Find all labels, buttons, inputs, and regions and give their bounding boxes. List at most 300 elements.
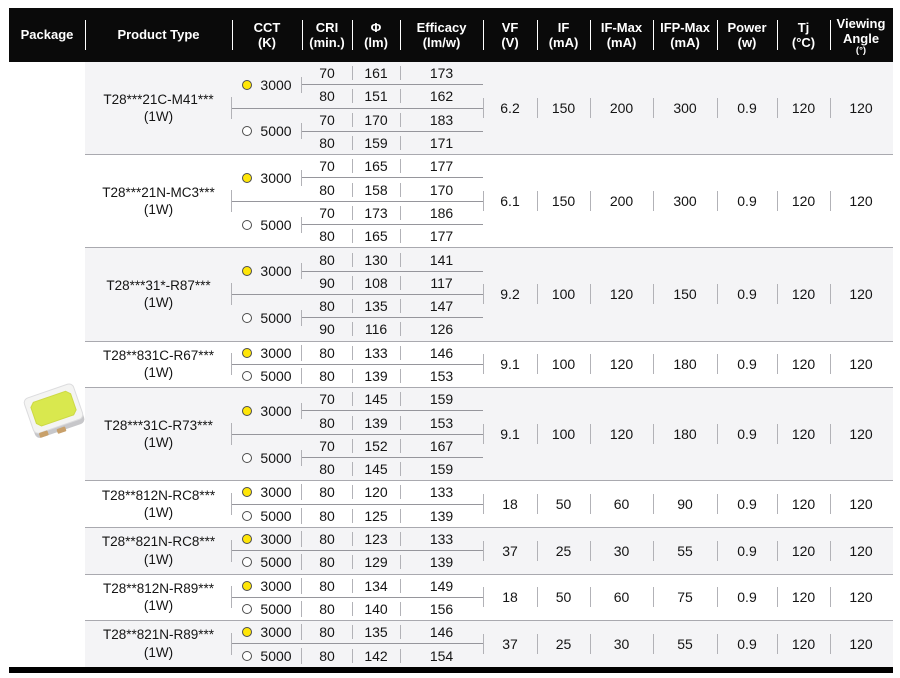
cct-group <box>232 62 483 108</box>
flux-value: 108 <box>352 272 400 294</box>
viewing-angle-cell: 120 <box>830 621 892 667</box>
efficacy-value: 117 <box>400 272 483 294</box>
cri-value: 80 <box>319 181 335 198</box>
white-dot-icon <box>242 604 252 614</box>
cri-value: 80 <box>319 554 335 571</box>
product-type-cell <box>85 342 232 388</box>
if-max-cell: 60 <box>590 481 653 527</box>
vf-cell: 6.1 <box>483 155 537 247</box>
ifp-max-cell: 75 <box>653 575 717 621</box>
product-name: T28**812N-R89*** <box>102 580 215 596</box>
ifp-max-cell: 150 <box>653 248 717 340</box>
if-max-cell: 60 <box>590 575 653 621</box>
efficacy-value: 159 <box>400 458 483 480</box>
cct-group <box>232 504 483 527</box>
flux-value: 133 <box>352 342 400 364</box>
product-wattage: (1W) <box>143 598 174 614</box>
efficacy-value: 149 <box>400 575 483 597</box>
if-cell: 25 <box>537 621 590 667</box>
cri-value: 70 <box>319 437 335 454</box>
if-max-cell: 120 <box>590 248 653 340</box>
efficacy-value: 186 <box>400 202 483 224</box>
ifp-max-cell: 55 <box>653 621 717 667</box>
power-cell: 0.9 <box>717 528 777 574</box>
product-wattage: (1W) <box>143 551 174 567</box>
column-header-label: Φ <box>370 19 382 35</box>
flux-value: 120 <box>352 481 400 503</box>
spec-subrow <box>302 528 483 550</box>
viewing-angle-cell: 120 <box>830 481 892 527</box>
spec-subrow <box>302 155 483 177</box>
flux-value: 145 <box>352 458 400 480</box>
column-header-label: Power <box>727 19 767 35</box>
viewing-angle-cell: 120 <box>830 155 892 247</box>
table-row <box>85 154 893 247</box>
column-header-tj <box>777 8 830 62</box>
flux-value: 125 <box>352 505 400 527</box>
product-wattage: (1W) <box>143 202 174 218</box>
cct-group <box>232 294 483 341</box>
cct-subrows <box>302 481 483 503</box>
white-dot-icon <box>242 651 252 661</box>
cct-block <box>232 248 483 340</box>
white-dot-icon <box>242 371 252 381</box>
cct-group <box>232 364 483 387</box>
if-cell: 50 <box>537 575 590 621</box>
product-wattage: (1W) <box>143 505 174 521</box>
column-header-label: (lm/w) <box>422 35 461 50</box>
cct-subrows <box>302 342 483 364</box>
table-header <box>9 8 893 62</box>
efficacy-value: 147 <box>400 295 483 317</box>
product-wattage: (1W) <box>143 295 174 311</box>
cct-subrows <box>302 435 483 481</box>
product-type-cell <box>85 248 232 340</box>
power-cell: 0.9 <box>717 155 777 247</box>
flux-value: 158 <box>352 178 400 200</box>
viewing-angle-cell: 120 <box>830 248 892 340</box>
spec-subrow <box>302 481 483 503</box>
efficacy-value: 171 <box>400 132 483 154</box>
product-name: T28**812N-RC8*** <box>101 487 216 503</box>
cri-value: 80 <box>319 484 335 501</box>
white-dot-icon <box>242 453 252 463</box>
cct-label <box>232 295 302 341</box>
if-cell: 50 <box>537 481 590 527</box>
tj-cell: 120 <box>777 155 830 247</box>
tj-cell: 120 <box>777 248 830 340</box>
column-header-if-max <box>590 8 653 62</box>
cct-subrows <box>302 528 483 550</box>
vf-cell: 37 <box>483 621 537 667</box>
column-header-package <box>9 8 85 62</box>
cct-label <box>232 598 302 620</box>
flux-value: 139 <box>352 411 400 433</box>
cct-label <box>232 621 302 643</box>
column-header-label: (V) <box>501 35 519 50</box>
column-header-label: Package <box>20 27 74 43</box>
yellow-dot-icon <box>242 348 252 358</box>
if-max-cell: 120 <box>590 342 653 388</box>
spec-subrow <box>302 271 483 294</box>
spec-subrow <box>302 410 483 433</box>
table-rows <box>85 62 893 667</box>
product-wattage: (1W) <box>143 644 174 660</box>
column-header-product-type <box>85 8 232 62</box>
cri-value: 70 <box>319 391 335 408</box>
vf-cell: 37 <box>483 528 537 574</box>
column-header-flux <box>352 8 400 62</box>
column-header-label: IF <box>557 19 570 35</box>
product-name: T28***31*-R87*** <box>106 277 211 293</box>
cct-value: 3000 <box>260 531 292 548</box>
if-max-cell: 30 <box>590 621 653 667</box>
power-cell: 0.9 <box>717 342 777 388</box>
flux-value: 116 <box>352 318 400 340</box>
column-header-label: (°C) <box>791 35 816 50</box>
spec-subrow <box>302 317 483 340</box>
column-header-label: (w) <box>737 35 757 50</box>
package-column <box>9 62 85 667</box>
cct-label <box>232 551 302 573</box>
cct-subrows <box>302 388 483 434</box>
cct-value: 3000 <box>260 344 292 361</box>
efficacy-value: 139 <box>400 505 483 527</box>
flux-value: 134 <box>352 575 400 597</box>
cct-group <box>232 342 483 364</box>
cct-label <box>232 342 302 364</box>
cct-group <box>232 621 483 643</box>
power-cell: 0.9 <box>717 481 777 527</box>
spec-subrow <box>302 644 483 666</box>
spec-subrow <box>302 388 483 410</box>
ifp-max-cell: 55 <box>653 528 717 574</box>
column-header-efficacy <box>400 8 483 62</box>
cct-value: 3000 <box>260 402 292 419</box>
cct-group <box>232 155 483 201</box>
product-type-cell <box>85 155 232 247</box>
spec-subrow <box>302 248 483 270</box>
column-header-label: VF <box>501 19 519 35</box>
efficacy-value: 141 <box>400 248 483 270</box>
cct-label <box>232 155 302 201</box>
column-header-label: CCT <box>253 19 281 35</box>
spec-subrow <box>302 598 483 620</box>
cct-label <box>232 109 302 155</box>
if-cell: 150 <box>537 155 590 247</box>
efficacy-value: 133 <box>400 481 483 503</box>
tj-cell: 120 <box>777 481 830 527</box>
column-header-label: (mA) <box>670 35 700 50</box>
flux-value: 165 <box>352 155 400 177</box>
cct-value: 3000 <box>260 76 292 93</box>
cct-group <box>232 643 483 666</box>
flux-value: 170 <box>352 109 400 131</box>
tj-cell: 120 <box>777 388 830 480</box>
spec-subrow <box>302 84 483 107</box>
cri-value: 90 <box>319 321 335 338</box>
vf-cell: 18 <box>483 481 537 527</box>
spec-subrow <box>302 457 483 480</box>
cri-value: 80 <box>319 251 335 268</box>
spec-subrow <box>302 621 483 643</box>
if-max-cell: 30 <box>590 528 653 574</box>
spec-subrow <box>302 202 483 224</box>
spec-subrow <box>302 62 483 84</box>
cct-block <box>232 575 483 621</box>
efficacy-value: 133 <box>400 528 483 550</box>
tj-cell: 120 <box>777 342 830 388</box>
viewing-angle-cell: 120 <box>830 388 892 480</box>
tj-cell: 120 <box>777 621 830 667</box>
if-cell: 100 <box>537 388 590 480</box>
cct-group <box>232 481 483 503</box>
flux-value: 123 <box>352 528 400 550</box>
yellow-dot-icon <box>242 534 252 544</box>
cct-value: 5000 <box>260 449 292 466</box>
if-cell: 150 <box>537 62 590 154</box>
flux-value: 139 <box>352 365 400 387</box>
vf-cell: 9.1 <box>483 342 537 388</box>
cct-value: 5000 <box>260 123 292 140</box>
spec-subrow <box>302 551 483 573</box>
if-cell: 100 <box>537 248 590 340</box>
cct-label <box>232 435 302 481</box>
column-header-label: IFP-Max <box>660 19 710 35</box>
cct-subrows <box>302 202 483 248</box>
flux-value: 152 <box>352 435 400 457</box>
white-dot-icon <box>242 126 252 136</box>
efficacy-value: 153 <box>400 411 483 433</box>
cct-value: 5000 <box>260 600 292 617</box>
spec-subrow <box>302 177 483 200</box>
tj-cell: 120 <box>777 62 830 154</box>
product-name: T28**831C-R67*** <box>102 347 215 363</box>
cct-value: 3000 <box>260 624 292 641</box>
cct-block <box>232 481 483 527</box>
vf-cell: 9.1 <box>483 388 537 480</box>
cri-value: 70 <box>319 65 335 82</box>
flux-value: 151 <box>352 85 400 107</box>
column-header-label: Product Type <box>117 27 200 43</box>
efficacy-value: 173 <box>400 62 483 84</box>
product-type-cell <box>85 62 232 154</box>
cri-value: 80 <box>319 600 335 617</box>
cct-subrows <box>302 621 483 643</box>
cct-value: 5000 <box>260 216 292 233</box>
efficacy-value: 162 <box>400 85 483 107</box>
cri-value: 80 <box>319 414 335 431</box>
product-wattage: (1W) <box>143 435 174 451</box>
cct-block <box>232 621 483 667</box>
efficacy-value: 177 <box>400 225 483 247</box>
cct-value: 3000 <box>260 484 292 501</box>
cri-value: 80 <box>319 647 335 664</box>
column-header-label: Angle <box>842 31 880 47</box>
cri-value: 80 <box>319 368 335 384</box>
column-header-viewing-angle <box>830 8 892 62</box>
flux-value: 165 <box>352 225 400 247</box>
viewing-angle-cell: 120 <box>830 342 892 388</box>
power-cell: 0.9 <box>717 575 777 621</box>
cct-subrows <box>302 62 483 108</box>
cct-subrows <box>302 365 483 387</box>
cct-label <box>232 365 302 387</box>
tj-cell: 120 <box>777 528 830 574</box>
cct-value: 5000 <box>260 368 292 384</box>
flux-value: 129 <box>352 551 400 573</box>
cri-value: 80 <box>319 344 335 361</box>
cct-label <box>232 248 302 294</box>
cct-label <box>232 644 302 666</box>
cri-value: 80 <box>319 531 335 548</box>
white-dot-icon <box>242 557 252 567</box>
ifp-max-cell: 180 <box>653 388 717 480</box>
flux-value: 173 <box>352 202 400 224</box>
flux-value: 159 <box>352 132 400 154</box>
yellow-dot-icon <box>242 581 252 591</box>
cct-group <box>232 434 483 481</box>
cri-value: 80 <box>319 577 335 594</box>
cct-subrows <box>302 155 483 201</box>
flux-value: 130 <box>352 248 400 270</box>
spec-subrow <box>302 131 483 154</box>
spec-subrow <box>302 505 483 527</box>
spec-subrow <box>302 224 483 247</box>
if-cell: 25 <box>537 528 590 574</box>
column-header-label: (K) <box>257 35 277 50</box>
cct-value: 3000 <box>260 577 292 594</box>
product-name: T28***21C-M41*** <box>103 91 214 107</box>
cct-label <box>232 202 302 248</box>
cct-subrows <box>302 109 483 155</box>
efficacy-value: 170 <box>400 178 483 200</box>
cri-value: 70 <box>319 204 335 221</box>
viewing-angle-cell: 120 <box>830 528 892 574</box>
column-header-label: IF-Max <box>600 19 643 35</box>
cct-group <box>232 108 483 155</box>
cct-group <box>232 388 483 434</box>
efficacy-value: 139 <box>400 551 483 573</box>
product-wattage: (1W) <box>143 365 174 381</box>
cct-label <box>232 505 302 527</box>
efficacy-value: 167 <box>400 435 483 457</box>
spec-subrow <box>302 435 483 457</box>
efficacy-value: 183 <box>400 109 483 131</box>
product-name: T28**821N-R89*** <box>102 627 215 643</box>
flux-value: 140 <box>352 598 400 620</box>
if-max-cell: 120 <box>590 388 653 480</box>
table-row <box>85 527 893 574</box>
cct-group <box>232 248 483 294</box>
table-row <box>85 620 893 667</box>
cct-value: 5000 <box>260 554 292 571</box>
efficacy-value: 177 <box>400 155 483 177</box>
spec-table <box>9 8 893 673</box>
ifp-max-cell: 300 <box>653 62 717 154</box>
cct-label <box>232 575 302 597</box>
cct-value: 5000 <box>260 507 292 524</box>
table-row <box>85 387 893 480</box>
white-dot-icon <box>242 511 252 521</box>
vf-cell: 6.2 <box>483 62 537 154</box>
column-header-label: (mA) <box>606 35 637 50</box>
cri-value: 80 <box>319 88 335 105</box>
table-row <box>85 247 893 340</box>
cct-value: 3000 <box>260 169 292 186</box>
cct-group <box>232 550 483 573</box>
column-header-label: Tj <box>797 19 810 35</box>
table-row <box>85 480 893 527</box>
spec-subrow <box>302 109 483 131</box>
cct-value: 5000 <box>260 309 292 326</box>
product-name: T28***31C-R73*** <box>104 417 213 433</box>
efficacy-value: 146 <box>400 621 483 643</box>
cct-label <box>232 481 302 503</box>
flux-value: 145 <box>352 388 400 410</box>
cct-group <box>232 597 483 620</box>
cri-value: 70 <box>319 111 335 128</box>
yellow-dot-icon <box>242 173 252 183</box>
efficacy-value: 153 <box>400 365 483 387</box>
vf-cell: 18 <box>483 575 537 621</box>
ifp-max-cell: 300 <box>653 155 717 247</box>
cri-value: 90 <box>319 274 335 291</box>
power-cell: 0.9 <box>717 621 777 667</box>
viewing-angle-cell: 120 <box>830 62 892 154</box>
product-wattage: (1W) <box>143 109 174 125</box>
efficacy-value: 159 <box>400 388 483 410</box>
cct-block <box>232 62 483 154</box>
cri-value: 80 <box>319 228 335 245</box>
cct-group <box>232 201 483 248</box>
flux-value: 135 <box>352 295 400 317</box>
cct-label <box>232 388 302 434</box>
column-header-if <box>537 8 590 62</box>
cri-value: 70 <box>319 158 335 175</box>
yellow-dot-icon <box>242 266 252 276</box>
column-header-label: (lm) <box>364 35 388 50</box>
tj-cell: 120 <box>777 575 830 621</box>
spec-subrow <box>302 342 483 364</box>
cct-value: 3000 <box>260 263 292 280</box>
yellow-dot-icon <box>242 487 252 497</box>
cct-group <box>232 575 483 597</box>
product-type-cell <box>85 621 232 667</box>
product-name: T28**821N-RC8*** <box>101 534 216 550</box>
if-max-cell: 200 <box>590 62 653 154</box>
efficacy-value: 126 <box>400 318 483 340</box>
column-header-cri <box>302 8 352 62</box>
cct-subrows <box>302 598 483 620</box>
column-header-label: (mA) <box>548 35 579 50</box>
table-row <box>85 341 893 388</box>
product-type-cell <box>85 575 232 621</box>
cct-value: 5000 <box>260 647 292 664</box>
cri-value: 80 <box>319 298 335 315</box>
power-cell: 0.9 <box>717 388 777 480</box>
ifp-max-cell: 180 <box>653 342 717 388</box>
white-dot-icon <box>242 220 252 230</box>
column-header-vf <box>483 8 537 62</box>
flux-value: 135 <box>352 621 400 643</box>
column-header-power <box>717 8 777 62</box>
product-type-cell <box>85 481 232 527</box>
cct-subrows <box>302 644 483 666</box>
column-header-label: Efficacy <box>416 19 467 35</box>
product-name: T28***21N-MC3*** <box>102 184 215 200</box>
table-body <box>9 62 893 667</box>
